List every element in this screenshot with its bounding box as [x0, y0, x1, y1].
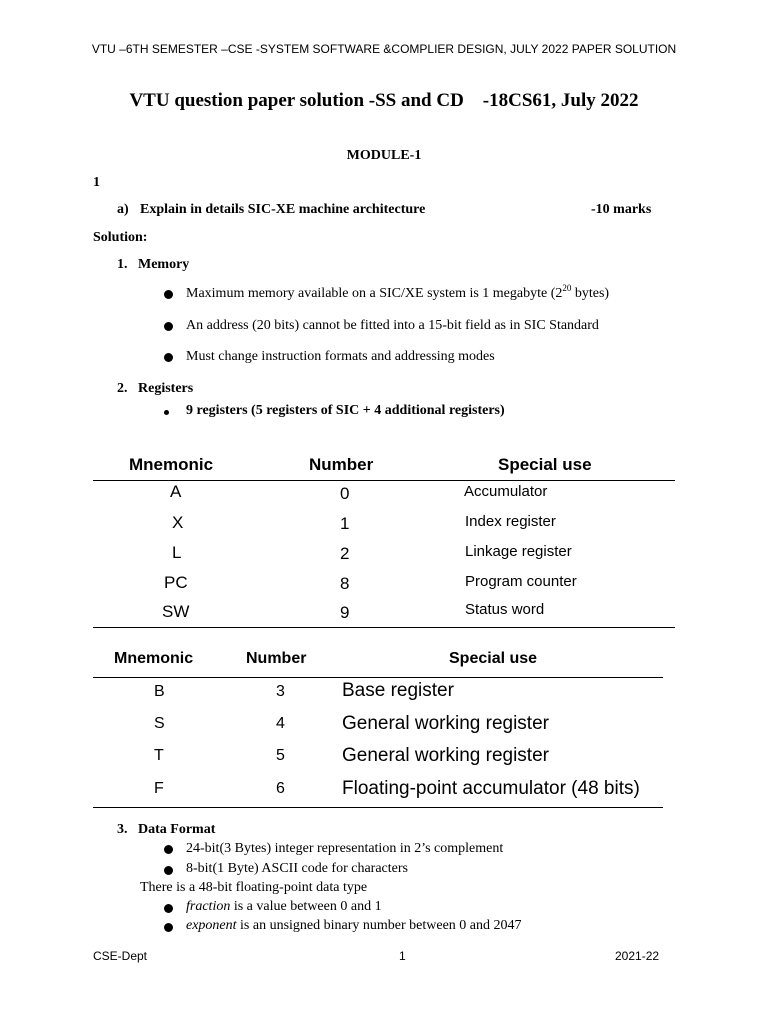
table2-cell-use: General working register — [342, 713, 549, 734]
table2-cell-mnemonic: B — [154, 683, 165, 700]
table1-header-number: Number — [309, 455, 374, 474]
memory-exponent: 20 — [562, 283, 572, 293]
table2-cell-mnemonic: F — [154, 780, 164, 797]
table1-cell-mnemonic: A — [170, 482, 182, 501]
data-format-bullet-1: 24-bit(3 Bytes) integer representation in 2’s complement — [186, 841, 504, 856]
page-title: VTU question paper solution -SS and CD -18CS61, July 2022 — [129, 90, 639, 111]
footer-year: 2021-22 — [615, 949, 660, 963]
table2-cell-use: Floating-point accumulator (48 bits) — [342, 778, 640, 799]
table2-bottom-rule — [93, 807, 663, 808]
table1-cell-use: Accumulator — [464, 483, 548, 500]
table1-header-special-use: Special use — [498, 455, 592, 474]
solution-label: Solution: — [93, 230, 148, 245]
memory-bullet-1-text: Maximum memory available on a SIC/XE system is 1 megabyte (2 — [186, 286, 563, 301]
bullet-icon — [164, 290, 173, 299]
exponent-term: exponent — [186, 918, 237, 933]
question-label: a) — [117, 202, 129, 217]
table2-cell-number: 3 — [276, 683, 285, 700]
table1-bottom-rule — [93, 627, 675, 628]
registers-heading: 2. Registers — [117, 381, 194, 396]
data-format-note: There is a 48-bit floating-point data type — [140, 880, 368, 895]
table2-cell-number: 6 — [276, 780, 285, 797]
bullet-icon — [164, 410, 169, 415]
table1-cell-number: 8 — [340, 574, 350, 593]
table1-cell-mnemonic: PC — [164, 573, 188, 592]
table2-header-number: Number — [246, 650, 307, 667]
data-format-bullet-2: 8-bit(1 Byte) ASCII code for characters — [186, 861, 408, 876]
table1-cell-number: 2 — [340, 544, 350, 563]
table1-cell-mnemonic: X — [172, 513, 184, 532]
table2-header-special-use: Special use — [449, 650, 538, 667]
table2-cell-number: 4 — [276, 715, 285, 732]
registers-bullet: 9 registers (5 registers of SIC + 4 additional registers) — [186, 403, 505, 418]
table2-cell-mnemonic: T — [154, 747, 164, 764]
bullet-icon — [164, 866, 173, 875]
table1-cell-number: 9 — [340, 603, 350, 622]
table2-cell-number: 5 — [276, 747, 285, 764]
bullet-icon — [164, 845, 173, 854]
table1-cell-use: Linkage register — [465, 543, 572, 560]
module-heading: MODULE-1 — [346, 148, 422, 163]
question-number: 1 — [93, 175, 100, 190]
question-marks: -10 marks — [591, 202, 652, 217]
table1-cell-use: Status word — [465, 601, 545, 618]
fraction-term: fraction — [186, 899, 231, 914]
memory-bullet-2: An address (20 bits) cannot be fitted into a 15-bit field as in SIC Standard — [186, 318, 599, 333]
question-text: Explain in details SIC-XE machine architecture — [140, 202, 426, 217]
memory-bullet-3: Must change instruction formats and addressing modes — [186, 349, 495, 364]
bullet-icon — [164, 904, 173, 913]
memory-heading: 1. Memory — [117, 257, 190, 272]
table1-header-mnemonic: Mnemonic — [129, 455, 214, 474]
table1-cell-use: Program counter — [465, 573, 577, 590]
running-header: VTU –6TH SEMESTER –CSE -SYSTEM SOFTWARE &COMPLIER DESIGN, JULY 2022 PAPER SOLUTION — [91, 42, 677, 56]
table2-header-mnemonic: Mnemonic — [114, 650, 194, 667]
fraction-bullet — [186, 899, 382, 915]
fraction-text: is a value between 0 and 1 — [230, 899, 382, 914]
data-format-heading: 3. Data Format — [117, 822, 216, 837]
exponent-bullet — [186, 918, 522, 934]
table1-cell-mnemonic: SW — [162, 602, 190, 621]
bullet-icon — [164, 923, 173, 932]
bullet-icon — [164, 353, 173, 362]
table1-top-rule — [93, 480, 675, 481]
table2-cell-use: Base register — [342, 680, 454, 701]
table1-cell-mnemonic: L — [172, 543, 182, 562]
table2-cell-use: General working register — [342, 745, 549, 766]
table1-cell-use: Index register — [465, 513, 556, 530]
table2-top-rule — [93, 677, 663, 678]
memory-bullet-1 — [186, 283, 610, 302]
bullet-icon — [164, 322, 173, 331]
footer-department: CSE-Dept — [93, 949, 148, 963]
exponent-text: is an unsigned binary number between 0 and 2047 — [236, 918, 522, 933]
table1-cell-number: 0 — [340, 484, 350, 503]
footer-page-number: 1 — [399, 949, 406, 963]
memory-bullet-1-tail: bytes) — [571, 286, 610, 301]
table1-cell-number: 1 — [340, 514, 350, 533]
table2-cell-mnemonic: S — [154, 715, 165, 732]
